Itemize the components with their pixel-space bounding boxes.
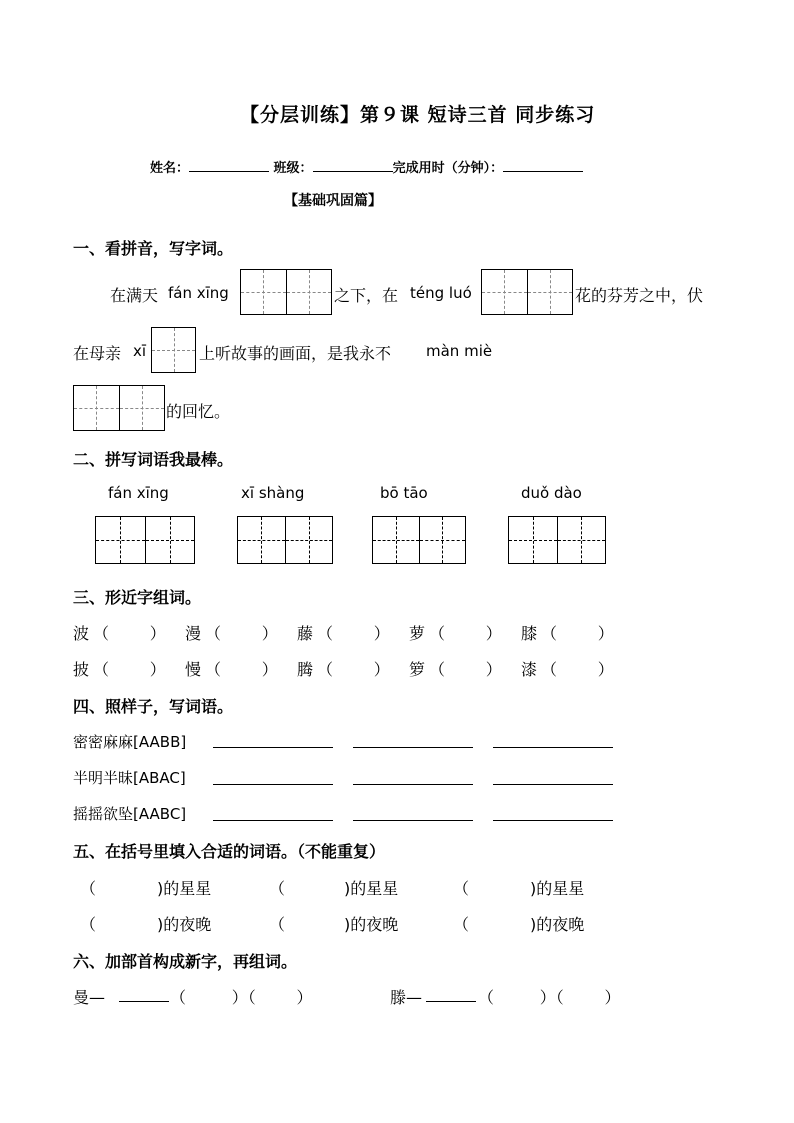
s3-char-2-4: 箩 bbox=[409, 660, 426, 679]
s1-pinyin-1: fán xīng bbox=[168, 284, 229, 302]
s1-text-5: 上听故事的画面，是我永不 bbox=[199, 344, 392, 363]
s3-bracket: （ ） bbox=[93, 660, 166, 679]
s6-bracket: （ ）（ ） bbox=[170, 988, 313, 1007]
s3-bracket: （ ） bbox=[541, 660, 614, 679]
s1-text-3: 花的芬芳之中，伏 bbox=[575, 286, 704, 305]
s3-bracket: （ ） bbox=[93, 624, 166, 643]
s1-text-4: 在母亲 bbox=[73, 344, 122, 363]
s3-bracket: （ ） bbox=[205, 660, 278, 679]
s2-pinyin-4: duǒ dào bbox=[521, 484, 582, 502]
s3-char-1-4: 萝 bbox=[409, 624, 426, 643]
s3-char-2-2: 慢 bbox=[185, 660, 202, 679]
s1-pinyin-2: téng luó bbox=[410, 284, 472, 302]
s6-bracket: （ ）（ ） bbox=[478, 988, 621, 1007]
s1-answer-grid-4[interactable] bbox=[73, 385, 165, 431]
s2-answer-box-1[interactable] bbox=[95, 516, 195, 564]
s5-phrase: )的星星 bbox=[530, 879, 585, 898]
student-info bbox=[150, 157, 583, 176]
answer-line[interactable] bbox=[493, 747, 613, 748]
s5-open-bracket: （ bbox=[453, 915, 470, 934]
s5-phrase: )的星星 bbox=[344, 879, 399, 898]
s5-phrase: )的夜晚 bbox=[530, 915, 585, 934]
s5-open-bracket: （ bbox=[80, 915, 97, 934]
s2-pinyin-3: bō tāo bbox=[380, 484, 428, 502]
s3-char-1-2: 漫 bbox=[185, 624, 202, 643]
s4-example-3: 摇摇欲坠[AABC] bbox=[73, 805, 187, 823]
s3-char-1-5: 膝 bbox=[521, 624, 538, 643]
class-label: 班级： bbox=[273, 161, 313, 176]
s3-char-2-1: 披 bbox=[73, 660, 90, 679]
s5-phrase: )的星星 bbox=[157, 879, 212, 898]
class-field[interactable] bbox=[313, 157, 393, 172]
s4-example-1: 密密麻麻[AABB] bbox=[73, 733, 187, 751]
s3-char-1-1: 波 bbox=[73, 624, 90, 643]
s3-bracket: （ ） bbox=[541, 624, 614, 643]
grid-cell[interactable] bbox=[482, 270, 527, 314]
s1-pinyin-4: màn miè bbox=[426, 342, 493, 360]
answer-line[interactable] bbox=[213, 747, 333, 748]
grid-cell[interactable] bbox=[286, 270, 332, 314]
time-label: 完成用时（分钟）： bbox=[392, 161, 504, 176]
s5-phrase: )的夜晚 bbox=[157, 915, 212, 934]
section-1-heading: 一、看拼音，写字词。 bbox=[73, 239, 234, 258]
grid-cell[interactable] bbox=[241, 270, 286, 314]
answer-line[interactable] bbox=[426, 1001, 476, 1002]
s1-text-2: 之下，在 bbox=[334, 286, 399, 305]
grid-cell[interactable] bbox=[119, 386, 165, 430]
time-field[interactable] bbox=[503, 157, 583, 172]
s1-text-6: 的回忆。 bbox=[166, 402, 231, 421]
s4-example-2: 半明半昧[ABAC] bbox=[73, 769, 186, 787]
s3-char-1-3: 藤 bbox=[297, 624, 314, 643]
grid-cell[interactable] bbox=[152, 328, 195, 372]
grid-cell[interactable] bbox=[527, 270, 573, 314]
s5-open-bracket: （ bbox=[80, 879, 97, 898]
name-field[interactable] bbox=[189, 157, 269, 172]
s3-bracket: （ ） bbox=[205, 624, 278, 643]
s2-pinyin-1: fán xīng bbox=[108, 484, 169, 502]
s3-char-2-3: 腾 bbox=[297, 660, 314, 679]
s6-char-2: 滕— bbox=[390, 988, 423, 1007]
s2-answer-box-3[interactable] bbox=[372, 516, 466, 564]
page-title: 【分层训练】第９课 短诗三首 同步练习 bbox=[240, 104, 596, 126]
s1-text-1: 在满天 bbox=[110, 286, 159, 305]
s1-answer-grid-2[interactable] bbox=[481, 269, 573, 315]
answer-line[interactable] bbox=[493, 820, 613, 821]
s6-char-1: 曼— bbox=[73, 988, 106, 1007]
s5-open-bracket: （ bbox=[269, 915, 286, 934]
s1-answer-grid-1[interactable] bbox=[240, 269, 332, 315]
s3-bracket: （ ） bbox=[317, 660, 390, 679]
name-label: 姓名： bbox=[150, 161, 190, 176]
section-4-heading: 四、照样子，写词语。 bbox=[73, 697, 234, 716]
section-2-heading: 二、拼写词语我最棒。 bbox=[73, 450, 234, 469]
s3-bracket: （ ） bbox=[429, 624, 502, 643]
s5-open-bracket: （ bbox=[269, 879, 286, 898]
section-5-heading: 五、在括号里填入合适的词语。（不能重复） bbox=[73, 842, 386, 861]
grid-cell[interactable] bbox=[74, 386, 119, 430]
s2-pinyin-2: xī shàng bbox=[241, 484, 305, 502]
s3-bracket: （ ） bbox=[429, 660, 502, 679]
section-6-heading: 六、加部首构成新字，再组词。 bbox=[73, 952, 298, 971]
s5-open-bracket: （ bbox=[453, 879, 470, 898]
answer-line[interactable] bbox=[213, 784, 333, 785]
s2-answer-box-2[interactable] bbox=[237, 516, 333, 564]
level-heading: 【基础巩固篇】 bbox=[284, 193, 382, 209]
answer-line[interactable] bbox=[353, 784, 473, 785]
s2-answer-box-4[interactable] bbox=[508, 516, 606, 564]
s3-bracket: （ ） bbox=[317, 624, 390, 643]
answer-line[interactable] bbox=[119, 1001, 169, 1002]
answer-line[interactable] bbox=[353, 747, 473, 748]
answer-line[interactable] bbox=[213, 820, 333, 821]
s3-char-2-5: 漆 bbox=[521, 660, 538, 679]
s1-pinyin-3: xī bbox=[133, 342, 147, 360]
answer-line[interactable] bbox=[353, 820, 473, 821]
s1-answer-grid-3[interactable] bbox=[151, 327, 196, 373]
section-3-heading: 三、形近字组词。 bbox=[73, 588, 202, 607]
s5-phrase: )的夜晚 bbox=[344, 915, 399, 934]
answer-line[interactable] bbox=[493, 784, 613, 785]
